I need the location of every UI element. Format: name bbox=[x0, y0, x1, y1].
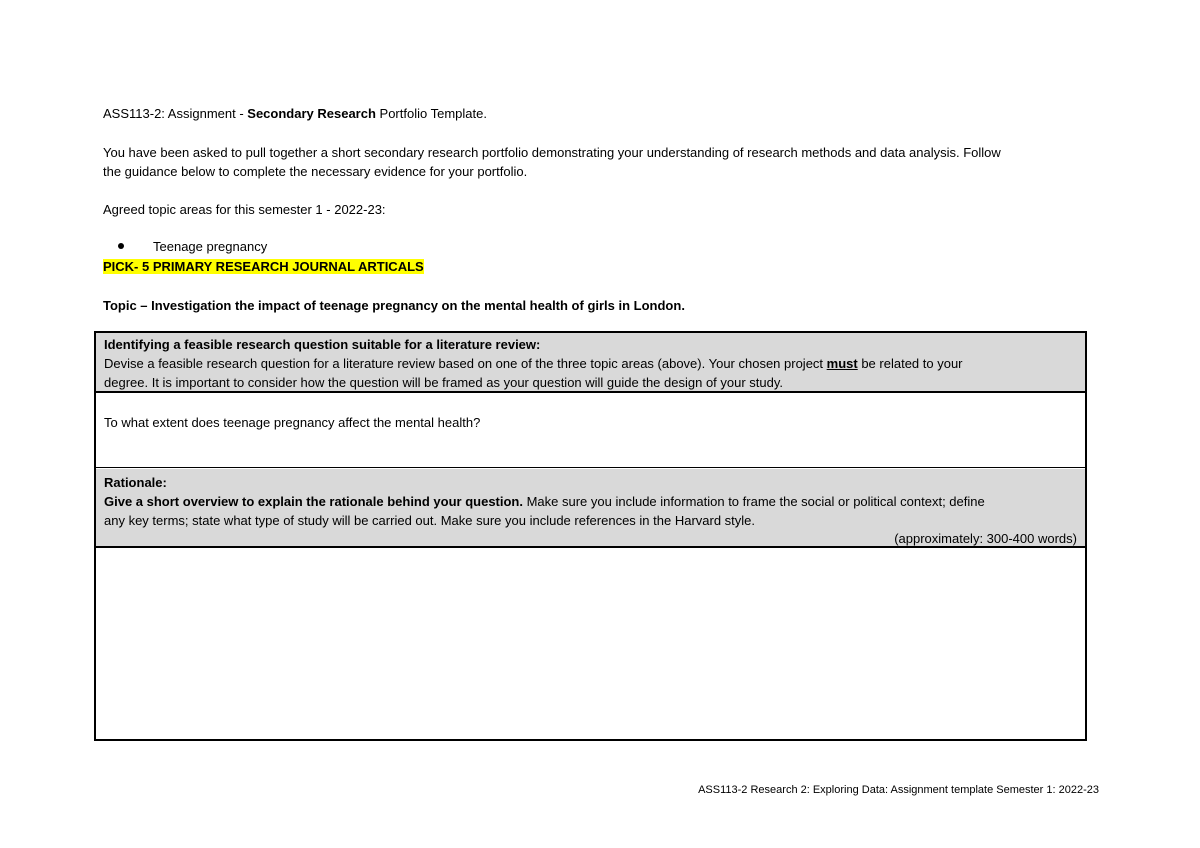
research-question-guidance-cell bbox=[96, 333, 1085, 393]
research-question-answer-cell[interactable] bbox=[96, 393, 1085, 469]
intro-line-1: You have been asked to pull together a short secondary research portfolio demonstrating your understanding of research methods and data analysis. Follow bbox=[103, 145, 1001, 160]
research-question-guidance-line-2: degree. It is important to consider how the question will be framed as your question will guide the design of your study. bbox=[104, 375, 784, 390]
rationale-guidance-line-1 bbox=[104, 492, 985, 511]
guidance-text-after: be related to your bbox=[857, 356, 963, 371]
title-bold-part: Secondary Research bbox=[247, 106, 376, 121]
title-prefix: ASS113-2: Assignment - bbox=[103, 106, 248, 121]
guidance-emphasis-must: must bbox=[826, 356, 858, 371]
guidance-text-before: Devise a feasible research question for a literature review based on one of the three topic areas (above). Your chosen project bbox=[104, 356, 827, 371]
table-divider bbox=[94, 467, 1087, 468]
rationale-guidance-bold: Give a short overview to explain the rationale behind your question. bbox=[104, 494, 523, 509]
portfolio-table bbox=[94, 331, 1087, 741]
bullet-icon bbox=[118, 243, 124, 249]
topic-line: Topic – Investigation the impact of teenage pregnancy on the mental health of girls in London. bbox=[103, 298, 685, 313]
title-middle-part: Portfolio bbox=[375, 106, 428, 121]
research-question-answer: To what extent does teenage pregnancy affect the mental health? bbox=[104, 415, 481, 430]
research-question-guidance-line-1 bbox=[104, 354, 963, 373]
pick-note bbox=[103, 257, 424, 276]
title-suffix: Template. bbox=[427, 106, 487, 121]
rationale-answer-cell[interactable] bbox=[96, 548, 1085, 739]
word-count-note: (approximately: 300-400 words) bbox=[894, 531, 1077, 546]
page-footer: ASS113-2 Research 2: Exploring Data: Assignment template Semester 1: 2022-23 bbox=[698, 784, 1099, 796]
research-question-heading: Identifying a feasible research question suitable for a literature review: bbox=[104, 337, 541, 352]
topic-list-item: Teenage pregnancy bbox=[153, 239, 268, 254]
rationale-guidance-line-2: any key terms; state what type of study will be carried out. Make sure you include references in the Harvard style. bbox=[104, 513, 756, 528]
rationale-guidance-rest: Make sure you include information to frame the social or political context; define bbox=[522, 494, 985, 509]
agreed-topics-label: Agreed topic areas for this semester 1 - 2022-23: bbox=[103, 202, 386, 217]
pick-note-highlight: PICK- 5 PRIMARY RESEARCH JOURNAL ARTICALS bbox=[103, 259, 424, 274]
rationale-guidance-cell bbox=[96, 469, 1085, 548]
rationale-heading: Rationale: bbox=[104, 475, 167, 490]
document-title bbox=[103, 104, 487, 123]
intro-line-2: the guidance below to complete the necessary evidence for your portfolio. bbox=[103, 164, 528, 179]
